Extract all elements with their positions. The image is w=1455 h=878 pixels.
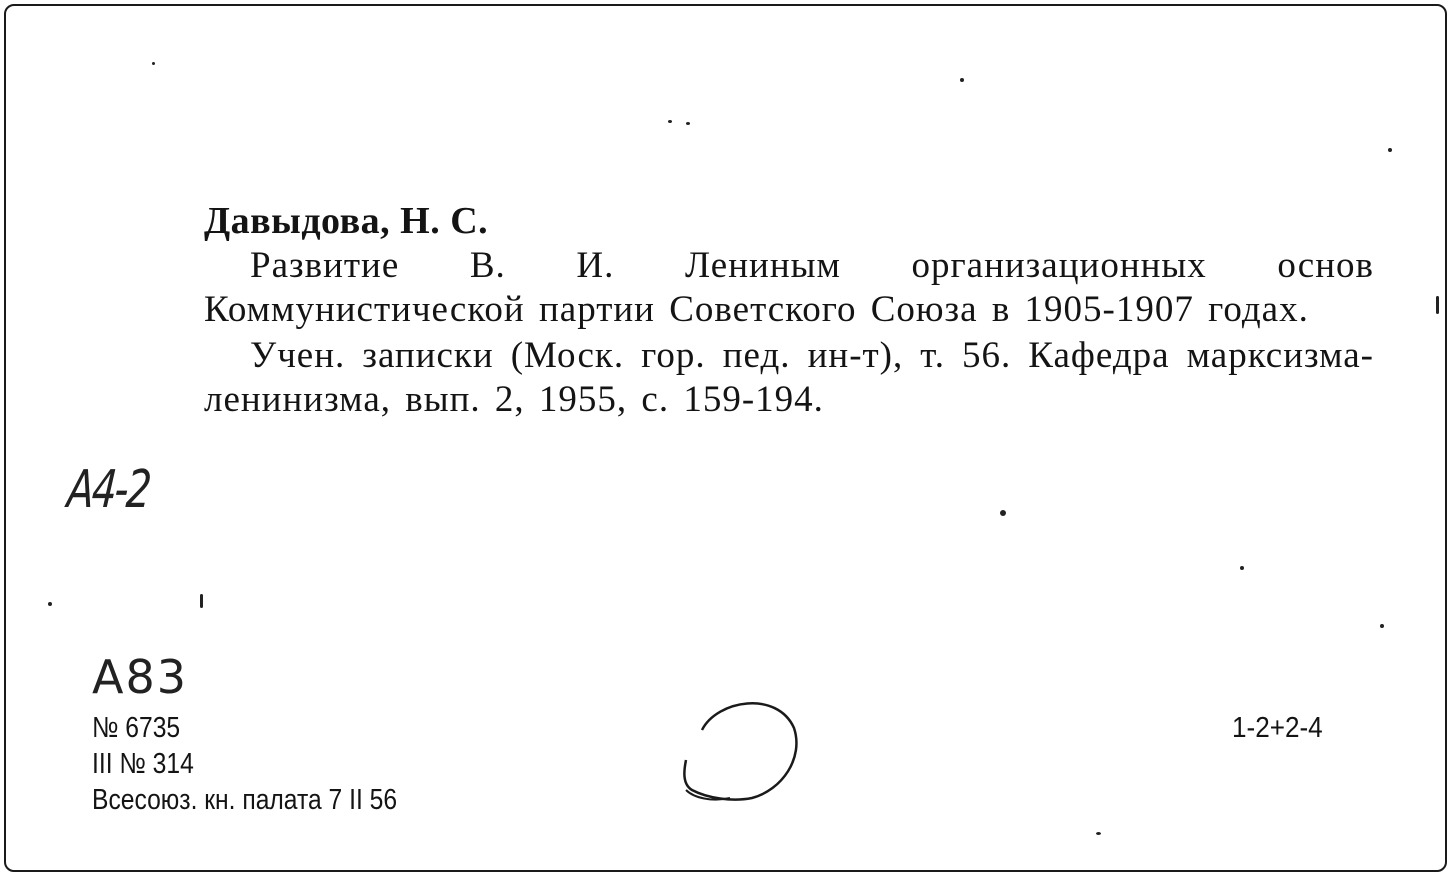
ink-speck: [200, 594, 203, 608]
source-citation: Учен. записки (Моск. гор. пед. ин-т), т. 56. Кафедра марксизма-ленинизма, вып. 2, 1955, с. 159-194.: [204, 335, 1374, 420]
ink-speck: [152, 62, 155, 65]
classification-code: 1-2+2-4: [1232, 712, 1323, 744]
ink-speck: [668, 120, 672, 123]
circular-stamp-mark: [672, 690, 802, 810]
author-name: Давыдова, Н. С.: [204, 200, 489, 242]
ink-speck: [686, 122, 690, 125]
book-chamber-line: Всесоюз. кн. палата 7 II 56: [92, 784, 398, 816]
ink-speck: [48, 602, 52, 606]
card-number: № 6735: [92, 712, 181, 744]
work-title: Развитие В. И. Лениным организационных основ Коммунистической партии Советского Союза в 1905-1907 годах.: [204, 245, 1374, 330]
ink-speck: [960, 78, 964, 82]
ink-speck: [1388, 148, 1392, 152]
ink-speck: [1240, 566, 1244, 570]
handwritten-shelfmark: А4-2: [65, 460, 152, 520]
ink-speck: [1436, 296, 1439, 314]
bibliographic-entry: [204, 198, 1374, 422]
imprint-block: [92, 710, 397, 818]
handwritten-author-code: А83: [92, 650, 189, 704]
series-number: III № 314: [92, 748, 194, 780]
ink-speck: [1000, 510, 1006, 516]
ink-speck: [1096, 832, 1101, 835]
ink-speck: [1380, 624, 1384, 628]
